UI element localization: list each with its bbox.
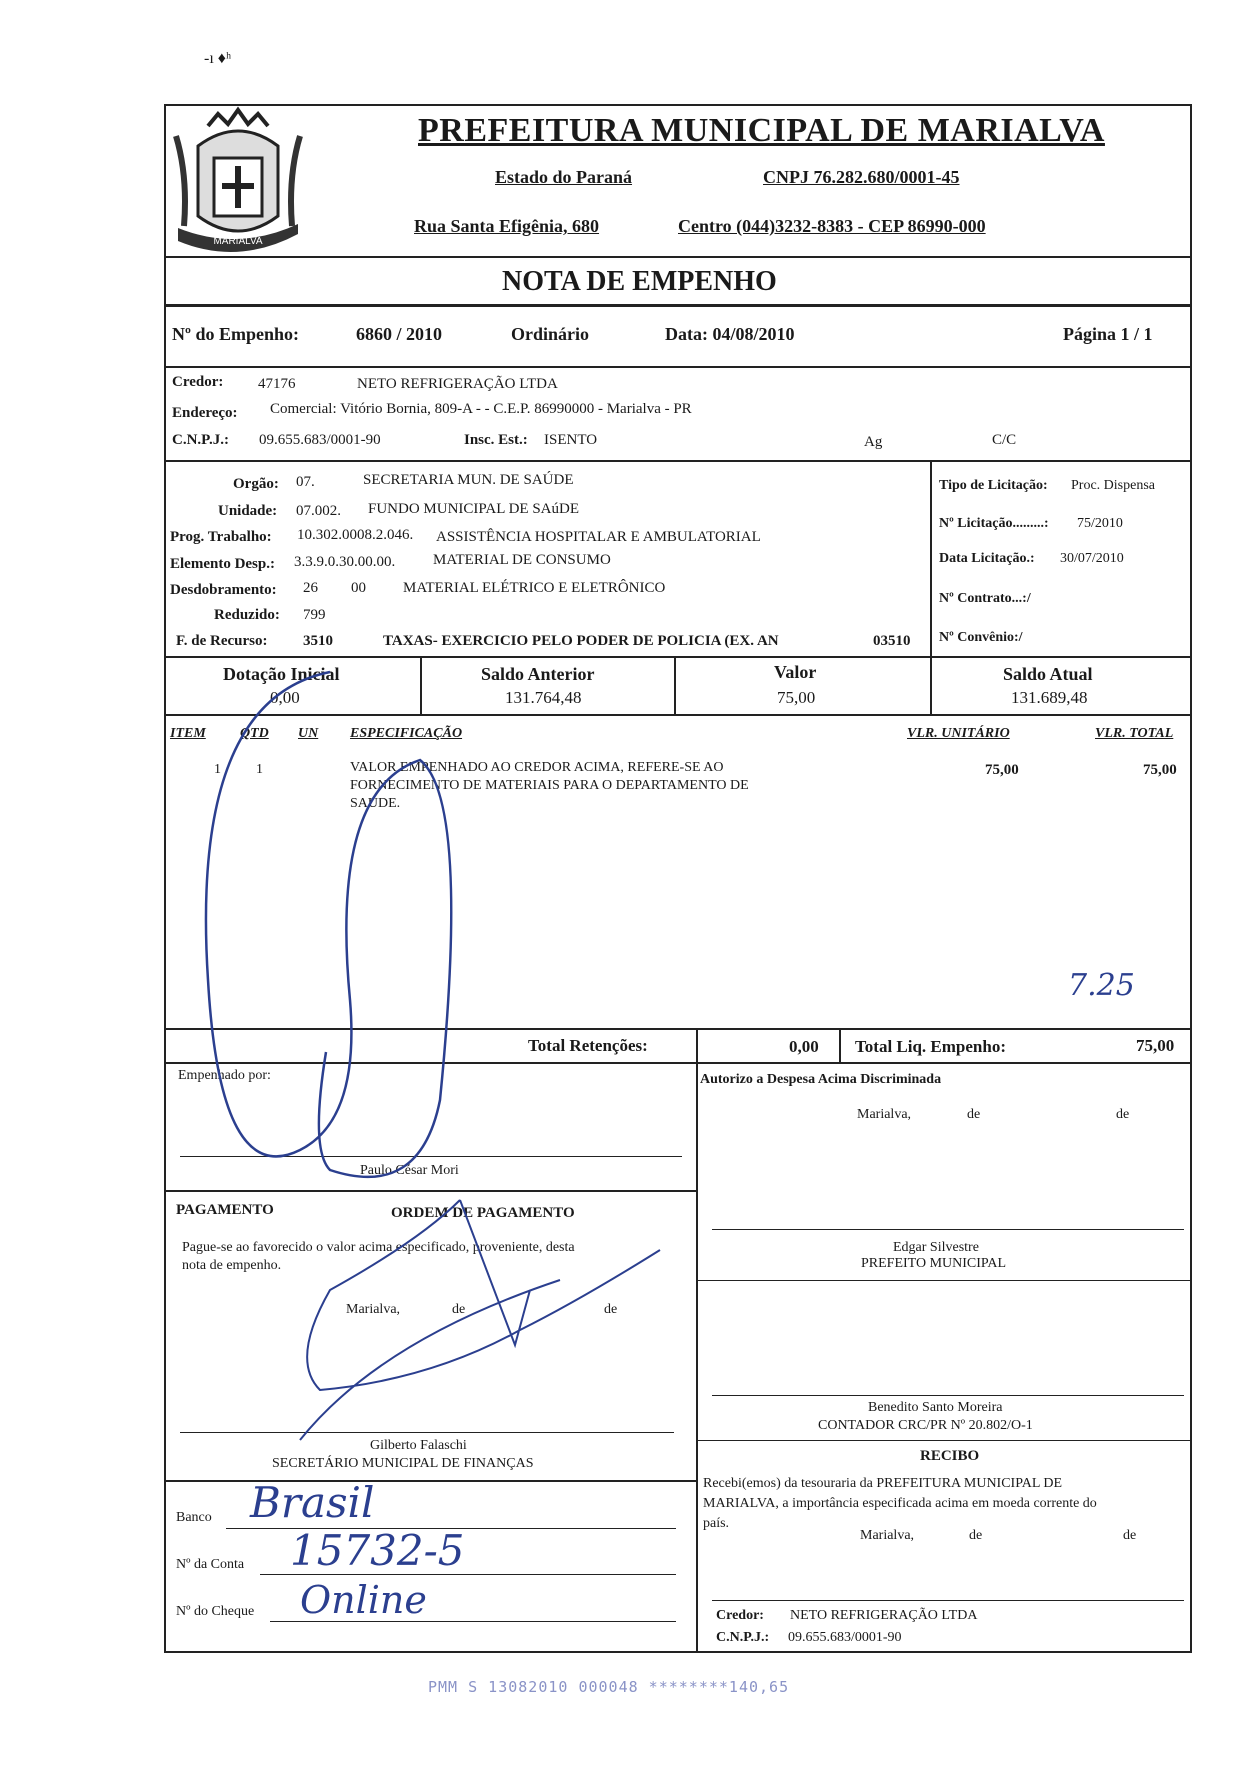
credor-cnpj-label: C.N.P.J.: [172, 432, 229, 448]
footer-stamp: PMM S 13082010 000048 ********140,65 [428, 1678, 790, 1696]
reduzido-value: 799 [303, 607, 326, 623]
recibo-city: Marialva, [860, 1528, 915, 1543]
address-label: Rua Santa Efigênia, 680 [414, 216, 600, 236]
saldo-atual-label: Saldo Atual [1003, 664, 1093, 684]
pagamento-de1: de [452, 1302, 466, 1317]
credor-code: 47176 [258, 376, 296, 392]
col-item: ITEM [170, 726, 206, 741]
contact-label: Centro (044)3232-8383 - CEP 86990-000 [678, 216, 986, 236]
unidade-code: 07.002. [296, 503, 341, 519]
recibo-de2: de [1123, 1528, 1137, 1543]
saldo-anterior-value: 131.764,48 [505, 688, 582, 707]
autorizo-de1: de [967, 1107, 981, 1122]
autorizo-de2: de [1116, 1107, 1130, 1122]
licitacao-tipo-label: Tipo de Licitação: [939, 478, 1048, 493]
cheque-value: Online [300, 1578, 427, 1622]
prog-name: ASSISTÊNCIA HOSPITALAR E AMBULATORIAL [436, 529, 761, 545]
licitacao-num-label: Nº Licitação.........: [939, 516, 1049, 531]
dotacao-value: 0,00 [270, 688, 300, 707]
recurso-name: TAXAS- EXERCICIO PELO PODER DE POLICIA (EX. AN [383, 633, 779, 649]
contador-role: CONTADOR CRC/PR Nº 20.802/O-1 [818, 1418, 1033, 1433]
pagamento-text-line2: nota de empenho. [182, 1258, 282, 1273]
page-number: Página 1 / 1 [1063, 324, 1153, 344]
recibo-text-line3: país. [703, 1516, 730, 1531]
page-title: PREFEITURA MUNICIPAL DE MARIALVA [418, 112, 1105, 149]
cheque-label: Nº do Cheque [176, 1604, 255, 1619]
col-qtd: QTD [240, 726, 269, 741]
credor-cnpj: 09.655.683/0001-90 [259, 432, 381, 448]
orgao-label: Orgão: [233, 476, 279, 492]
pagamento-city: Marialva, [346, 1302, 401, 1317]
row-spec-line2: FORNECIMENTO DE MATERIAIS PARA O DEPARTAMENTO DE [350, 778, 749, 793]
pagamento-label: PAGAMENTO [176, 1202, 274, 1218]
row-spec-line3: SAUDE. [350, 796, 401, 811]
orgao-code: 07. [296, 474, 315, 490]
licitacao-num: 75/2010 [1077, 516, 1123, 531]
licitacao-data: 30/07/2010 [1060, 551, 1124, 566]
prog-label: Prog. Trabalho: [170, 529, 272, 545]
ordem-pagamento-label: ORDEM DE PAGAMENTO [391, 1205, 575, 1221]
recibo-title: RECIBO [920, 1448, 980, 1464]
elemento-code: 3.3.9.0.30.00.00. [294, 554, 396, 570]
licitacao-tipo: Proc. Dispensa [1071, 478, 1155, 493]
liq-empenho-label: Total Liq. Empenho: [855, 1037, 1006, 1056]
contador-name: Benedito Santo Moreira [868, 1400, 1003, 1415]
contrato-label: Nº Contrato...:/ [939, 591, 1031, 606]
recibo-text-line1: Recebi(emos) da tesouraria da PREFEITURA MUNICIPAL DE [703, 1476, 1063, 1491]
empenho-date: Data: 04/08/2010 [665, 324, 795, 344]
credor-address: Comercial: Vitório Bornia, 809-A - - C.E.P. 86990000 - Marialva - PR [270, 401, 692, 417]
banco-label: Banco [176, 1510, 212, 1525]
dotacao-label: Dotação Inicial [223, 664, 340, 684]
empenho-number: 6860 / 2010 [356, 324, 443, 344]
doc-title: NOTA DE EMPENHO [502, 266, 777, 297]
insc-label: Insc. Est.: [464, 432, 528, 448]
col-un: UN [298, 726, 319, 741]
recibo-de1: de [969, 1528, 983, 1543]
financas-role: SECRETÁRIO MUNICIPAL DE FINANÇAS [272, 1456, 534, 1471]
pagamento-text-line1: Pague-se ao favorecido o valor acima especificado, proveniente, desta [182, 1240, 575, 1255]
recibo-cnpj-label: C.N.P.J.: [716, 1630, 770, 1645]
elemento-label: Elemento Desp.: [170, 556, 275, 572]
autorizo-city: Marialva, [857, 1107, 912, 1122]
banco-value: Brasil [250, 1478, 375, 1527]
prog-code: 10.302.0008.2.046. [297, 527, 414, 543]
recibo-credor: NETO REFRIGERAÇÃO LTDA [790, 1608, 978, 1623]
retencoes-value: 0,00 [789, 1037, 819, 1056]
prefeito-role: PREFEITO MUNICIPAL [861, 1256, 1007, 1271]
scan-marks: -ı ♦ʰ [204, 50, 232, 67]
recurso-label: F. de Recurso: [176, 633, 268, 649]
address-field-label: Endereço: [172, 405, 238, 421]
convenio-label: Nº Convênio:/ [939, 630, 1023, 645]
recibo-text-line2: MARIALVA, a importância especificada acima em moeda corrente do [703, 1496, 1097, 1511]
retencoes-label: Total Retenções: [528, 1036, 648, 1055]
recurso-code2: 03510 [873, 633, 911, 649]
autorizo-label: Autorizo a Despesa Acima Discriminada [700, 1072, 942, 1087]
elemento-name: MATERIAL DE CONSUMO [433, 552, 611, 568]
empenho-number-label: Nº do Empenho: [172, 324, 299, 344]
empenhado-name: Paulo César Mori [360, 1163, 459, 1178]
desdob-label: Desdobramento: [170, 582, 277, 598]
liq-empenho-value: 75,00 [1136, 1036, 1175, 1055]
cnpj-label: CNPJ 76.282.680/0001-45 [763, 167, 960, 187]
col-spec: ESPECIFICAÇÃO [350, 726, 463, 741]
saldo-atual-value: 131.689,48 [1011, 688, 1088, 707]
unidade-name: FUNDO MUNICIPAL DE SAúDE [368, 501, 579, 517]
desdob-a: 26 [303, 580, 318, 596]
credor-name: NETO REFRIGERAÇÃO LTDA [357, 376, 558, 392]
state-label: Estado do Paraná [495, 167, 633, 187]
valor-label: Valor [774, 662, 817, 682]
crest-banner: MARIALVA [213, 236, 263, 247]
orgao-name: SECRETARIA MUN. DE SAÚDE [363, 472, 574, 488]
handwritten-note: 7.25 [1068, 968, 1135, 1003]
row-total: 75,00 [1143, 762, 1177, 778]
empenhado-label: Empenhado por: [178, 1068, 271, 1083]
saldo-anterior-label: Saldo Anterior [481, 664, 595, 684]
desdob-b: 00 [351, 580, 366, 596]
row-spec-line1: VALOR EMPENHADO AO CREDOR ACIMA, REFERE-SE AO [350, 760, 724, 775]
row-item: 1 [214, 762, 221, 777]
credor-label: Credor: [172, 374, 224, 390]
financas-name: Gilberto Falaschi [370, 1438, 467, 1453]
valor-value: 75,00 [777, 688, 816, 707]
reduzido-label: Reduzido: [214, 607, 280, 623]
conta-label: Nº da Conta [176, 1557, 245, 1572]
prefeito-name: Edgar Silvestre [893, 1240, 979, 1255]
conta-value: 15732-5 [290, 1526, 465, 1575]
row-unit-price: 75,00 [985, 762, 1019, 778]
licitacao-data-label: Data Licitação.: [939, 551, 1035, 566]
ag-label: Ag [864, 434, 883, 450]
empenho-type: Ordinário [511, 324, 590, 344]
desdob-name: MATERIAL ELÉTRICO E ELETRÔNICO [403, 580, 666, 596]
unidade-label: Unidade: [218, 503, 278, 519]
recibo-credor-label: Credor: [716, 1608, 764, 1623]
pagamento-de2: de [604, 1302, 618, 1317]
row-qtd: 1 [256, 762, 263, 777]
cc-label: C/C [992, 432, 1017, 448]
col-unit-price: VLR. UNITÁRIO [907, 726, 1010, 741]
insc-value: ISENTO [544, 432, 598, 448]
recurso-code: 3510 [303, 633, 333, 649]
col-total: VLR. TOTAL [1095, 726, 1174, 741]
recibo-cnpj: 09.655.683/0001-90 [788, 1630, 902, 1645]
